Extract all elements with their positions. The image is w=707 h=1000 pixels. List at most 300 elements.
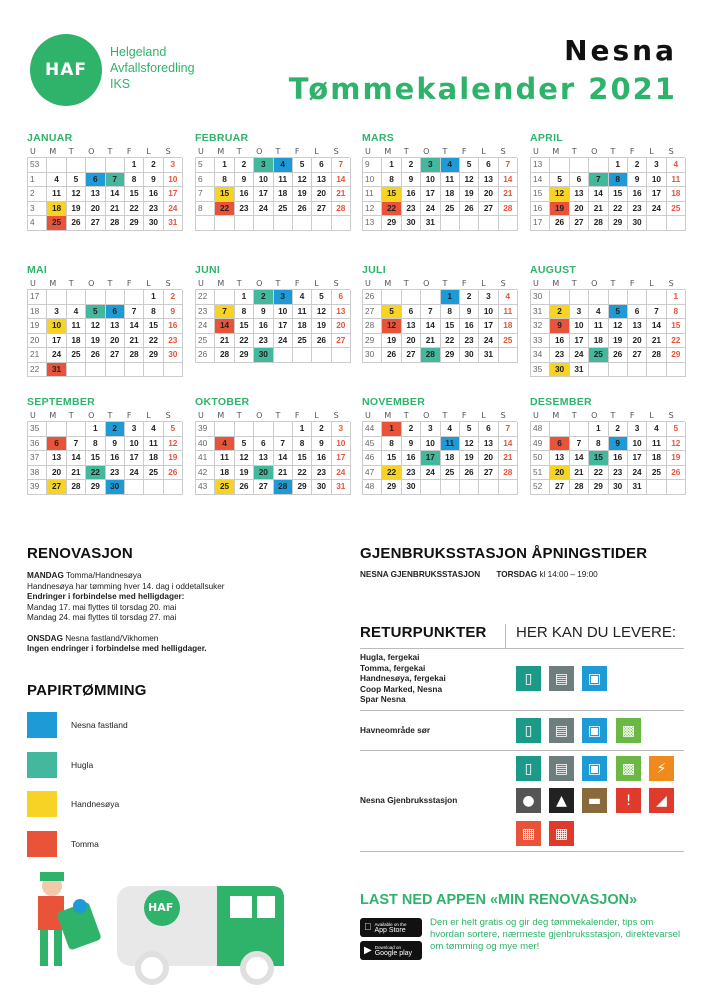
day-cell	[609, 363, 628, 378]
day-cell: 17	[164, 187, 183, 202]
month-name: JUNI	[195, 264, 221, 276]
retur-location: Handnesøya, fergekai	[360, 673, 446, 683]
day-cell: 22	[144, 334, 163, 349]
weekday-label: F	[294, 411, 300, 420]
day-cell: 31	[47, 363, 66, 378]
day-cell: 20	[332, 319, 351, 334]
day-cell	[67, 422, 86, 437]
app-store-button[interactable]	[360, 918, 422, 937]
bird	[73, 899, 87, 913]
day-cell: 31	[628, 480, 647, 495]
google-play-button[interactable]	[360, 941, 422, 960]
day-cell: 4	[215, 437, 234, 452]
day-cell: 7	[570, 437, 589, 452]
day-cell: 17	[254, 187, 273, 202]
weekday-label: O	[591, 411, 598, 420]
day-cell: 4	[499, 290, 518, 305]
legend-swatch	[27, 831, 57, 857]
day-cell: 27	[479, 202, 498, 217]
day-cell: 14	[421, 319, 440, 334]
week-number: 2	[28, 187, 47, 202]
day-cell: 24	[274, 334, 293, 349]
week-number: 33	[531, 334, 550, 349]
day-cell: 28	[106, 216, 125, 231]
week-number: 3	[28, 202, 47, 217]
day-cell	[164, 480, 183, 495]
weekday-label: S	[668, 279, 674, 288]
day-cell: 12	[460, 173, 479, 188]
day-cell: 29	[86, 480, 105, 495]
day-cell: 22	[235, 334, 254, 349]
weekday-label: T	[275, 411, 281, 420]
day-cell: 17	[125, 451, 144, 466]
day-cell: 14	[274, 451, 293, 466]
week-number: 31	[531, 305, 550, 320]
day-cell: 23	[402, 466, 421, 481]
day-cell	[235, 216, 254, 231]
day-cell	[609, 290, 628, 305]
day-cell: 14	[125, 319, 144, 334]
day-cell: 22	[125, 202, 144, 217]
day-cell: 23	[106, 466, 125, 481]
day-cell: 23	[254, 334, 273, 349]
weekday-label: M	[384, 147, 392, 156]
weekday-label: T	[68, 411, 74, 420]
month-name: AUGUST	[530, 264, 577, 276]
day-cell: 12	[67, 187, 86, 202]
weekday-label: T	[68, 147, 74, 156]
day-cell: 26	[86, 348, 105, 363]
electrical-plug-icon: ⚡	[649, 756, 674, 781]
day-cell	[402, 290, 421, 305]
day-cell: 24	[628, 466, 647, 481]
day-cell: 1	[609, 158, 628, 173]
day-cell: 28	[570, 480, 589, 495]
day-cell: 3	[647, 158, 666, 173]
trash-bag-icon: ▲	[549, 788, 574, 813]
day-cell	[293, 216, 312, 231]
day-cell: 12	[382, 319, 401, 334]
day-cell: 14	[499, 437, 518, 452]
week-number: 36	[28, 437, 47, 452]
day-cell: 29	[441, 348, 460, 363]
day-cell	[312, 348, 331, 363]
changes-title: Endringer i forbindelse med helligdager:	[27, 592, 185, 601]
appstore-small: Available on the	[367, 921, 399, 927]
day-cell	[293, 348, 312, 363]
glass-bottle-icon: ▯	[516, 666, 541, 691]
day-cell: 1	[125, 158, 144, 173]
weekday-label: O	[256, 147, 263, 156]
weekday-label: S	[165, 147, 171, 156]
day-cell: 2	[402, 422, 421, 437]
day-cell: 21	[125, 334, 144, 349]
day-cell: 2	[312, 422, 331, 437]
month-grid	[362, 421, 517, 495]
weekday-label: O	[88, 279, 95, 288]
weekday-label: T	[403, 411, 409, 420]
day-cell	[215, 290, 234, 305]
day-cell: 21	[499, 451, 518, 466]
weekday-label: T	[442, 147, 448, 156]
day-cell: 2	[106, 422, 125, 437]
weekday-label: T	[610, 279, 616, 288]
day-cell: 10	[47, 319, 66, 334]
week-number: 51	[531, 466, 550, 481]
truck-wheel	[243, 954, 271, 982]
day-cell: 10	[332, 437, 351, 452]
week-number: 34	[531, 348, 550, 363]
weekday-label: S	[500, 411, 506, 420]
handnesoya-note: Handnesøya har tømming hver 14. dag i oddetallsuker	[27, 581, 225, 591]
day-cell: 6	[86, 173, 105, 188]
weekday-label: U	[365, 147, 371, 156]
day-cell: 15	[667, 319, 686, 334]
day-cell: 19	[67, 202, 86, 217]
weekday-label: L	[314, 411, 319, 420]
weekday-label: U	[198, 147, 204, 156]
day-cell	[479, 216, 498, 231]
day-cell: 11	[441, 173, 460, 188]
day-cell: 28	[499, 202, 518, 217]
day-cell: 13	[550, 451, 569, 466]
month-name: JANUAR	[27, 132, 73, 144]
day-cell: 23	[164, 334, 183, 349]
week-number: 28	[363, 319, 382, 334]
month-grid	[362, 289, 517, 363]
day-cell: 25	[144, 466, 163, 481]
day-cell: 26	[164, 466, 183, 481]
day-cell: 21	[589, 202, 608, 217]
weekday-label: M	[217, 147, 225, 156]
month-grid	[530, 421, 685, 495]
day-cell: 18	[647, 451, 666, 466]
week-number: 6	[196, 173, 215, 188]
week-number: 30	[363, 348, 382, 363]
day-cell: 19	[609, 334, 628, 349]
weekday-label: L	[649, 279, 654, 288]
day-cell: 26	[293, 202, 312, 217]
week-number: 42	[196, 466, 215, 481]
week-number: 13	[363, 216, 382, 231]
day-cell: 26	[235, 480, 254, 495]
day-cell: 13	[479, 173, 498, 188]
day-cell: 10	[421, 437, 440, 452]
month-name: APRIL	[530, 132, 563, 144]
weekday-label: T	[236, 279, 242, 288]
day-cell	[570, 422, 589, 437]
day-cell: 20	[402, 334, 421, 349]
week-number: 21	[28, 348, 47, 363]
week-number: 32	[531, 319, 550, 334]
week-number: 26	[196, 348, 215, 363]
day-cell: 28	[421, 348, 440, 363]
weekday-label: T	[68, 279, 74, 288]
day-cell	[86, 290, 105, 305]
day-cell: 26	[312, 334, 331, 349]
weekday-label: S	[333, 279, 339, 288]
glass-bottle-icon: ▯	[516, 718, 541, 743]
retur-locations	[360, 652, 446, 705]
month-mars	[362, 132, 517, 231]
weekday-label: F	[461, 147, 467, 156]
month-grid	[27, 289, 182, 377]
day-cell: 17	[647, 187, 666, 202]
weekday-label: L	[146, 411, 151, 420]
day-cell: 9	[235, 173, 254, 188]
day-cell: 26	[67, 216, 86, 231]
weekday-label: F	[294, 279, 300, 288]
day-cell: 11	[47, 187, 66, 202]
day-cell	[667, 363, 686, 378]
worker-hat	[40, 872, 64, 881]
day-cell: 27	[312, 202, 331, 217]
textile-shirt-icon: ▩	[616, 756, 641, 781]
day-cell: 8	[144, 305, 163, 320]
day-cell	[332, 216, 351, 231]
weekday-header	[362, 278, 517, 289]
day-cell: 6	[628, 305, 647, 320]
day-cell: 10	[125, 437, 144, 452]
weekday-label: T	[403, 279, 409, 288]
day-cell: 28	[274, 480, 293, 495]
day-cell: 24	[570, 348, 589, 363]
org-line-1: Helgeland	[110, 45, 167, 59]
day-cell: 12	[86, 319, 105, 334]
google-label: Google play	[374, 949, 413, 957]
day-cell: 21	[570, 466, 589, 481]
day-cell: 19	[460, 187, 479, 202]
day-cell: 12	[609, 319, 628, 334]
day-cell: 30	[106, 480, 125, 495]
day-cell: 24	[164, 202, 183, 217]
week-number: 44	[363, 422, 382, 437]
day-cell: 11	[144, 437, 163, 452]
day-cell: 21	[499, 187, 518, 202]
day-cell: 23	[402, 202, 421, 217]
day-cell: 7	[125, 305, 144, 320]
day-cell	[86, 363, 105, 378]
glass-bottle-icon: ▯	[516, 756, 541, 781]
day-cell: 15	[235, 319, 254, 334]
day-cell: 30	[312, 480, 331, 495]
day-cell: 9	[164, 305, 183, 320]
day-cell: 10	[647, 173, 666, 188]
day-cell: 8	[382, 437, 401, 452]
day-cell: 3	[421, 158, 440, 173]
day-cell: 24	[125, 466, 144, 481]
week-number: 39	[28, 480, 47, 495]
month-september	[27, 396, 182, 495]
day-cell	[550, 290, 569, 305]
day-cell: 4	[589, 305, 608, 320]
weekday-label: T	[107, 411, 113, 420]
day-cell	[254, 422, 273, 437]
logo-text: HAF	[45, 60, 87, 80]
weekday-header	[362, 146, 517, 157]
retur-row-1	[360, 648, 684, 710]
day-cell: 21	[106, 202, 125, 217]
cardboard-box-icon: ▣	[582, 666, 607, 691]
day-cell	[274, 348, 293, 363]
day-cell: 27	[86, 216, 105, 231]
day-cell: 2	[235, 158, 254, 173]
month-november	[362, 396, 517, 495]
day-cell: 19	[550, 202, 569, 217]
day-cell: 3	[479, 290, 498, 305]
day-cell	[144, 363, 163, 378]
day-cell	[499, 216, 518, 231]
cardboard-box-icon: ▣	[582, 718, 607, 743]
weekday-header	[195, 278, 350, 289]
day-cell: 4	[667, 158, 686, 173]
day-cell: 25	[293, 334, 312, 349]
weekday-label: S	[333, 411, 339, 420]
week-number: 24	[196, 319, 215, 334]
day-cell: 28	[125, 348, 144, 363]
weekday-label: U	[533, 411, 539, 420]
day-cell	[47, 422, 66, 437]
day-cell: 28	[499, 466, 518, 481]
month-grid	[195, 289, 350, 363]
weekday-label: T	[442, 279, 448, 288]
day-cell: 19	[235, 466, 254, 481]
day-cell: 9	[254, 305, 273, 320]
day-cell: 18	[144, 451, 163, 466]
day-cell: 18	[441, 187, 460, 202]
day-cell: 28	[67, 480, 86, 495]
day-cell: 29	[382, 480, 401, 495]
weekday-header	[530, 146, 685, 157]
day-cell: 8	[215, 173, 234, 188]
day-cell: 12	[550, 187, 569, 202]
day-cell: 3	[628, 422, 647, 437]
week-number: 1	[28, 173, 47, 188]
day-cell: 12	[667, 437, 686, 452]
weekday-header	[195, 410, 350, 421]
day-cell: 18	[215, 466, 234, 481]
week-number: 22	[196, 290, 215, 305]
day-cell: 12	[460, 437, 479, 452]
weekday-label: M	[552, 279, 560, 288]
day-cell: 16	[235, 187, 254, 202]
day-cell: 15	[382, 451, 401, 466]
mandag-label: MANDAG	[27, 571, 64, 580]
weekday-label: S	[333, 147, 339, 156]
weekday-label: M	[49, 411, 57, 420]
day-cell: 8	[441, 305, 460, 320]
day-cell: 26	[382, 348, 401, 363]
day-cell: 22	[441, 334, 460, 349]
day-cell: 14	[570, 451, 589, 466]
weekday-header	[27, 278, 182, 289]
day-cell: 3	[254, 158, 273, 173]
day-cell: 10	[570, 319, 589, 334]
day-cell: 5	[164, 422, 183, 437]
day-cell	[125, 480, 144, 495]
day-cell: 31	[332, 480, 351, 495]
day-cell: 20	[570, 202, 589, 217]
day-cell: 13	[628, 319, 647, 334]
day-cell: 27	[479, 466, 498, 481]
day-cell	[570, 158, 589, 173]
day-cell: 8	[589, 437, 608, 452]
day-cell: 1	[235, 290, 254, 305]
day-cell: 23	[312, 466, 331, 481]
day-cell: 19	[460, 451, 479, 466]
day-cell	[667, 480, 686, 495]
day-cell: 21	[67, 466, 86, 481]
month-name: JULI	[362, 264, 386, 276]
day-cell: 13	[47, 451, 66, 466]
day-cell: 14	[499, 173, 518, 188]
day-cell: 12	[312, 305, 331, 320]
day-cell: 2	[550, 305, 569, 320]
day-cell: 26	[460, 202, 479, 217]
weekday-label: O	[423, 411, 430, 420]
day-cell: 22	[589, 466, 608, 481]
week-number: 52	[531, 480, 550, 495]
day-cell: 4	[441, 422, 460, 437]
station-name: NESNA GJENBRUKSSTASJON	[360, 570, 481, 579]
weekday-label: L	[649, 411, 654, 420]
day-cell	[254, 216, 273, 231]
day-cell	[647, 480, 666, 495]
month-name: MAI	[27, 264, 48, 276]
legend-swatch	[27, 791, 57, 817]
day-cell: 18	[441, 451, 460, 466]
month-name: OKTOBER	[195, 396, 250, 408]
day-cell: 11	[215, 451, 234, 466]
day-cell: 16	[164, 319, 183, 334]
google-small: Download on	[374, 944, 401, 950]
month-desember	[530, 396, 685, 495]
weekday-label: S	[668, 411, 674, 420]
truck-logo-text: HAF	[148, 901, 174, 914]
day-cell: 23	[609, 466, 628, 481]
day-cell: 15	[382, 187, 401, 202]
worker-leg	[54, 930, 62, 966]
day-cell: 24	[47, 348, 66, 363]
day-cell	[589, 363, 608, 378]
legend-label: Handnesøya	[71, 799, 120, 809]
day-cell: 20	[86, 202, 105, 217]
org-line-3: IKS	[110, 77, 131, 91]
day-cell: 8	[125, 173, 144, 188]
weekday-label: U	[533, 279, 539, 288]
week-number: 5	[196, 158, 215, 173]
day-cell: 19	[293, 187, 312, 202]
weekday-header	[530, 278, 685, 289]
day-cell	[106, 290, 125, 305]
day-cell: 31	[164, 216, 183, 231]
day-cell	[144, 480, 163, 495]
day-cell: 7	[67, 437, 86, 452]
day-cell: 8	[382, 173, 401, 188]
weekday-label: T	[442, 411, 448, 420]
gjenbruk-info	[360, 570, 598, 581]
weekday-label: T	[236, 411, 242, 420]
day-cell: 18	[67, 334, 86, 349]
day-cell	[47, 290, 66, 305]
day-cell: 25	[441, 202, 460, 217]
retur-divider	[505, 624, 506, 648]
org-line-2: Avfallsforedling	[110, 61, 195, 75]
weekday-label: M	[49, 147, 57, 156]
renovasjon-title: RENOVASJON	[27, 545, 133, 562]
month-grid	[362, 157, 517, 231]
day-cell: 11	[293, 305, 312, 320]
